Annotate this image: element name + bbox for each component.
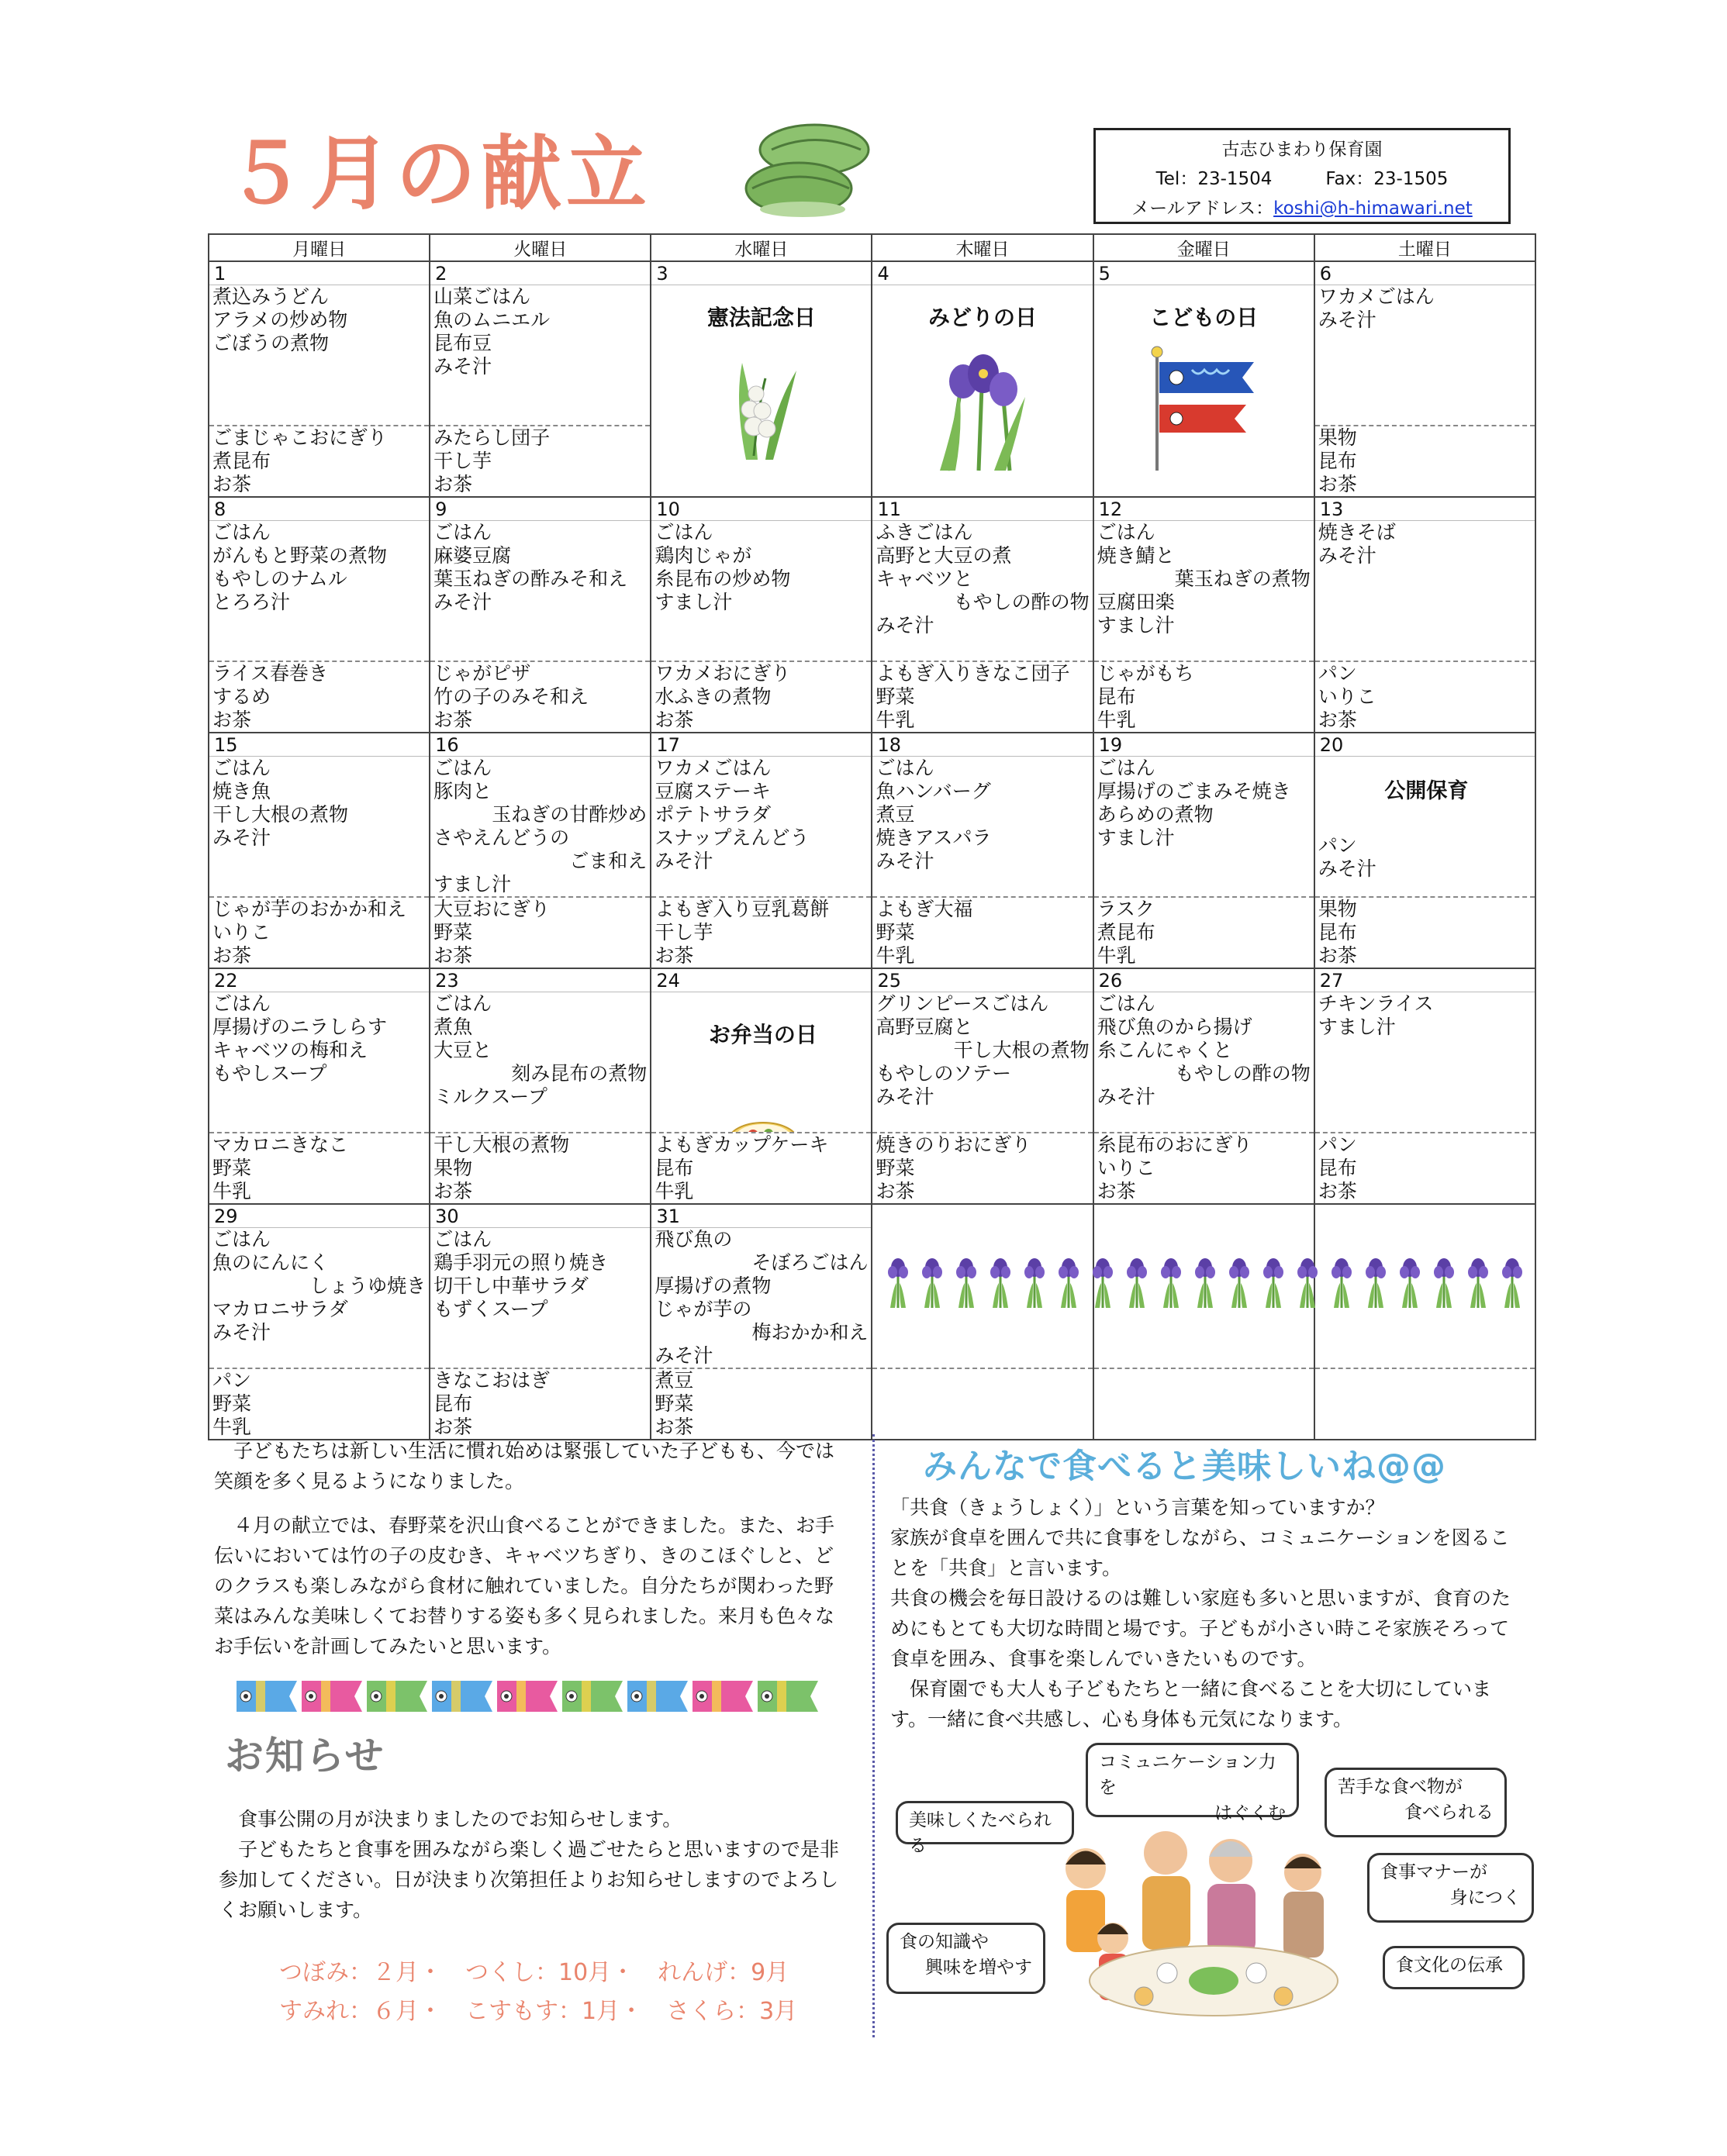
snack-menu: パン 野菜 牛乳: [212, 1369, 252, 1438]
day-number: 12: [1094, 498, 1314, 521]
day-number: 17: [651, 733, 871, 757]
koinobori-banner-icon: [237, 1675, 826, 1721]
snack-menu: じゃがもち 昆布 牛乳: [1097, 662, 1194, 731]
day-cell: [430, 968, 651, 1204]
empty-day-cell: [1314, 1204, 1535, 1440]
lunch-line: すまし汁: [433, 873, 512, 895]
lunch-menu: [430, 757, 650, 898]
holiday-label: みどりの日: [928, 305, 1038, 330]
lunch-menu: [651, 1228, 871, 1369]
day-cell: [651, 497, 872, 733]
snack-menu: パン いりこ お茶: [1318, 662, 1376, 731]
iris-flower-icon: [922, 1258, 942, 1308]
bubble-text: 興味を増やす: [925, 1958, 1032, 1978]
day-cell: [872, 261, 1093, 497]
day-cell: [872, 733, 1093, 968]
day-number: 15: [209, 733, 429, 757]
lunch-line: ごはん 魚のにんにく: [212, 1228, 330, 1274]
day-number: 19: [1094, 733, 1314, 757]
lunch-menu: ワカメごはん 豆腐ステーキ ポテトサラダ スナップえんどう みそ汁: [651, 757, 871, 898]
fish-streamer-icon: [432, 1681, 492, 1712]
iris-flower-icon: [1161, 1258, 1181, 1308]
lunch-line-right: 干し大根の煮物: [953, 1039, 1090, 1061]
page-title: ５月の献立: [225, 126, 652, 221]
fish-streamer-icon: [758, 1681, 818, 1712]
day-number: 1: [209, 262, 429, 285]
bubble-text: 食事マナーが: [1380, 1862, 1487, 1882]
snack-menu: パン 昆布 お茶: [1318, 1133, 1357, 1202]
speech-bubble: [896, 1801, 1074, 1856]
day-number: 16: [430, 733, 650, 757]
koinobori-icon: [1094, 343, 1314, 478]
lunch-menu: [209, 1228, 429, 1369]
iris-flower-icon: [1332, 1258, 1352, 1308]
lunch-menu: 焼きそば みそ汁: [1315, 521, 1535, 662]
snack-menu: みたらし団子 干し芋 お茶: [433, 426, 551, 495]
tel: Tel：23-1504: [1155, 169, 1273, 189]
lunch-line: 豆腐田楽 すまし汁: [1097, 591, 1175, 636]
iris-flower-icon: [1434, 1258, 1454, 1308]
day-number: 4: [872, 262, 1092, 285]
lunch-line: ごはん 豚肉と: [433, 757, 492, 802]
lunch-line-right: もやしの酢の物: [1174, 1062, 1311, 1085]
day-cell: [651, 733, 872, 968]
lunch-line-right: そぼろごはん: [751, 1251, 869, 1274]
phone-line: [1096, 164, 1508, 194]
intro-paragraph: 子どもたちは新しい生活に慣れ始めは緊張していた子どもも、今では笑顔を多く見るようになりました。: [214, 1440, 835, 1492]
fish-streamer-icon: [302, 1681, 362, 1712]
holiday-label: お弁当の日: [708, 1022, 817, 1047]
day-cell: [430, 261, 651, 497]
day-cell: [872, 497, 1093, 733]
snack-menu: 果物 昆布 お茶: [1318, 898, 1357, 967]
day-number: 2: [430, 262, 650, 285]
snack-menu: 干し大根の煮物 果物 お茶: [433, 1133, 570, 1202]
bubble-text: 美味しくたべられる: [909, 1810, 1052, 1856]
speech-bubble: [1325, 1768, 1507, 1837]
day-number: 13: [1315, 498, 1535, 521]
school-name: 古志ひまわり保育園: [1221, 140, 1383, 160]
day-cell: [1314, 261, 1535, 497]
iris-flower-icon: [1024, 1258, 1045, 1308]
lunch-line: もやしのソテー みそ汁: [876, 1062, 1011, 1108]
kyoshoku-heading: みんなで食べると美味しいね@@: [923, 1447, 1446, 1486]
day-number: 20: [1315, 733, 1535, 757]
lunch-line-right: ごま和え: [569, 850, 648, 872]
iris-flower-icon: [1127, 1258, 1147, 1308]
kyoshoku-paragraph: 「共食（きょうしょく）」という言葉を知っていますか？: [890, 1496, 1385, 1519]
iris-flower-icon: [1263, 1258, 1283, 1308]
kyoshoku-paragraph: 保育園でも大人も子どもたちと一緒に食べることを大切にしています。一緒に食べ共感し、心も身体も元気になります。: [890, 1678, 1492, 1730]
class-schedule-line: つぼみ：２月・ つくし：10月・ れんげ：9月: [279, 1959, 789, 1986]
day-number: 10: [651, 498, 871, 521]
iris-flower-icon: [956, 1258, 976, 1308]
iris-flower-icon: [888, 1258, 908, 1308]
snack-menu: 大豆おにぎり 野菜 お茶: [433, 898, 551, 967]
lunch-line: マカロニサラダ みそ汁: [212, 1298, 348, 1344]
day-cell: [1314, 733, 1535, 968]
lunch-line-right: もやしの酢の物: [953, 591, 1090, 613]
empty-day-cell: [1093, 1204, 1314, 1440]
day-number: 22: [209, 969, 429, 992]
iris-flower-icon: [1502, 1258, 1522, 1308]
day-number: 11: [872, 498, 1092, 521]
lunch-line-right: しょうゆ焼き: [309, 1275, 427, 1297]
week-row: [209, 261, 1535, 497]
bubble-text: はぐくむ: [1214, 1803, 1286, 1823]
lunch-menu: ごはん 鶏肉じゃが 糸昆布の炒め物 すまし汁: [651, 521, 871, 662]
lunch-menu: チキンライス すまし汁: [1315, 992, 1535, 1133]
day-cell: [872, 968, 1093, 1204]
snack-menu: よもぎ入り豆乳葛餅 干し芋 お茶: [655, 898, 830, 967]
bubble-text: 食文化の伝承: [1396, 1955, 1503, 1975]
iris-icon: [872, 343, 1092, 478]
kashiwa-mochi-icon: [741, 115, 876, 226]
weekday-mon: 月曜日: [209, 234, 430, 261]
bubble-text: コミュニケーション力を: [1099, 1752, 1276, 1798]
iris-border-decoration: [884, 1252, 1535, 1313]
week-row: [209, 497, 1535, 733]
lunch-menu: ごはん 焼き魚 干し大根の煮物 みそ汁: [209, 757, 429, 898]
snack-menu: ごまじゃこおにぎり 煮昆布 お茶: [212, 426, 388, 495]
fish-streamer-icon: [562, 1681, 623, 1712]
notice-text: [219, 1804, 847, 1925]
speech-bubble: [1367, 1853, 1534, 1923]
day-cell: [209, 1204, 430, 1440]
fish-streamer-icon: [497, 1681, 558, 1712]
fish-streamer-icon: [627, 1681, 688, 1712]
lunch-menu: ごはん がんもと野菜の煮物 もやしのナムル とろろ汁: [209, 521, 429, 662]
speech-bubble: [886, 1923, 1045, 1994]
lunch-text: パン みそ汁: [1318, 834, 1376, 880]
kyoshoku-text: [890, 1492, 1518, 1734]
fish-streamer-icon: [237, 1681, 297, 1712]
day-number: 8: [209, 498, 429, 521]
mail-label: メールアドレス：: [1131, 198, 1274, 219]
lunch-menu: [872, 992, 1092, 1133]
snack-menu: ワカメおにぎり 水ふきの煮物 お茶: [655, 662, 791, 731]
iris-flower-icon: [1059, 1258, 1079, 1308]
kyoshoku-paragraph: 共食の機会を毎日設けるのは難しい家庭も多いと思いますが、食育のためにもとても大切な時間と場です。子どもが小さい時こそ家族そろって食卓を囲み、食事を楽しんでいきたいものです。: [890, 1587, 1511, 1670]
lunch-menu: [430, 992, 650, 1133]
day-cell: [209, 968, 430, 1204]
lunch-line: さやえんどうの: [433, 826, 570, 849]
day-cell: [651, 261, 872, 497]
day-number: 5: [1094, 262, 1314, 285]
bubble-text: 食の知識や: [900, 1932, 989, 1952]
notice-paragraph: 食事公開の月が決まりましたのでお知らせします。: [238, 1808, 682, 1830]
iris-flower-icon: [1297, 1258, 1318, 1308]
lunch-menu: ごはん 麻婆豆腐 葉玉ねぎの酢みそ和え みそ汁: [430, 521, 650, 662]
bento-icon: [655, 1070, 871, 1133]
iris-flower-icon: [1400, 1258, 1420, 1308]
iris-flower-icon: [1229, 1258, 1249, 1308]
weekday-header-row: [209, 234, 1535, 261]
family-meal-illustration: [1051, 1814, 1345, 2034]
snack-menu: じゃがピザ 竹の子のみそ和え お茶: [433, 662, 589, 731]
lunch-menu: ごはん 鶏手羽元の照り焼き 切干し中華サラダ もずくスープ: [430, 1228, 650, 1369]
week-row: [209, 968, 1535, 1204]
iris-flower-icon: [1195, 1258, 1215, 1308]
notice-paragraph: 子どもたちと食事を囲みながら楽しく過ごせたらと思いますので是非参加してください。日が決まり次第担任よりお知らせしますのでよろしくお願いします。: [219, 1838, 840, 1921]
day-number: 23: [430, 969, 650, 992]
lunch-menu: [1094, 521, 1314, 662]
day-cell: [1093, 261, 1314, 497]
lunch-line-right: 玉ねぎの甘酢炒め: [492, 803, 648, 826]
snack-menu: 糸昆布のおにぎり いりこ お茶: [1097, 1133, 1252, 1202]
event-label: 公開保育: [1384, 779, 1469, 803]
snack-menu: 焼きのりおにぎり 野菜 お茶: [876, 1133, 1031, 1202]
day-cell: [1093, 497, 1314, 733]
day-cell: [651, 968, 872, 1204]
lunch-menu: [872, 521, 1092, 662]
fax: Fax：23-1505: [1325, 169, 1449, 189]
week-row: [209, 1204, 1535, 1440]
bubble-text: 身につく: [1449, 1888, 1521, 1908]
lunch-menu: ごはん 厚揚げのごまみそ焼き あらめの煮物 すまし汁: [1094, 757, 1314, 898]
day-cell: [430, 1204, 651, 1440]
week-row: [209, 733, 1535, 968]
snack-menu: よもぎカップケーキ 昆布 牛乳: [655, 1133, 829, 1202]
column-divider: [872, 1434, 875, 2037]
lunch-line: ふきごはん 高野と大豆の煮 キャベツと: [876, 521, 1012, 590]
day-cell: [1093, 733, 1314, 968]
day-number: 18: [872, 733, 1092, 757]
contact-box: [1093, 128, 1511, 224]
snack-menu: マカロニきなこ 野菜 牛乳: [212, 1133, 349, 1202]
lily-of-valley-icon: [651, 347, 871, 467]
lunch-menu: [1094, 992, 1314, 1133]
day-number: 31: [651, 1205, 871, 1228]
lunch-line-right: 梅おかか和え: [751, 1321, 869, 1344]
iris-flower-icon: [1468, 1258, 1488, 1308]
weekday-fri: 金曜日: [1093, 234, 1314, 261]
day-number: 24: [651, 969, 871, 992]
speech-bubble: [1383, 1946, 1525, 1989]
bubble-text: 食べられる: [1404, 1802, 1494, 1823]
lunch-line-right: 刻み昆布の煮物: [511, 1062, 648, 1085]
snack-menu: よもぎ入りきなこ団子 野菜 牛乳: [876, 662, 1070, 731]
fish-streamer-icon: [693, 1681, 753, 1712]
day-number: 9: [430, 498, 650, 521]
empty-day-cell: [872, 1204, 1093, 1440]
lunch-menu: [651, 992, 871, 1133]
lunch-line: みそ汁: [655, 1344, 713, 1367]
intro-paragraph: ４月の献立では、春野菜を沢山食べることができました。また、お手伝いにおいては竹の子の皮むき、キャベツちぎり、きのこほぐしと、どのクラスも楽しみながら食材に触れていました。自分たちが関わった野菜はみんな美味しくてお替りする姿も多く見られました。来月も色々なお手伝いを計画してみたいと思います。: [214, 1514, 835, 1658]
day-cell: [430, 497, 651, 733]
snack-menu: じゃが芋のおかか和え いりこ お茶: [212, 898, 407, 967]
day-number: 3: [651, 262, 871, 285]
weekday-sat: 土曜日: [1314, 234, 1535, 261]
lunch-line-right: 葉玉ねぎの煮物: [1174, 567, 1311, 590]
day-number: 6: [1315, 262, 1535, 285]
lunch-line: ごはん 焼き鯖と: [1097, 521, 1175, 567]
class-schedule-line: すみれ：６月・ こすもす：1月・ さくら：3月: [279, 1998, 798, 2025]
snack-menu: ライス春巻き するめ お茶: [212, 662, 329, 731]
fish-streamer-icon: [367, 1681, 427, 1712]
day-number: 30: [430, 1205, 650, 1228]
speech-bubble: [1086, 1743, 1299, 1823]
mail-line: [1096, 194, 1508, 223]
lunch-line: ごはん 飛び魚のから揚げ 糸こんにゃくと: [1097, 992, 1252, 1061]
lunch-line: グリンピースごはん 高野豆腐と: [876, 992, 1049, 1038]
day-cell: [209, 497, 430, 733]
weekday-thu: 木曜日: [872, 234, 1093, 261]
lunch-menu: ごはん 厚揚げのニラしらす キャベツの梅和え もやしスープ: [209, 992, 429, 1133]
holiday-label: 憲法記念日: [706, 305, 816, 330]
day-cell: [1314, 497, 1535, 733]
lunch-menu: 山菜ごはん 魚のムニエル 昆布豆 みそ汁: [430, 285, 650, 426]
class-schedule: [279, 1954, 822, 2031]
lunch-line: みそ汁: [1097, 1085, 1155, 1108]
kyoshoku-paragraph: 家族が食卓を囲んで共に食事をしながら、コミュニケーションを図ることを「共食」と言います。: [890, 1526, 1510, 1579]
lunch-menu: [1315, 757, 1535, 898]
iris-flower-icon: [1366, 1258, 1386, 1308]
lunch-menu: ごはん 魚ハンバーグ 煮豆 焼きアスパラ みそ汁: [872, 757, 1092, 898]
bubble-text: 苦手な食べ物が: [1338, 1777, 1463, 1797]
mail-link[interactable]: koshi@h-himawari.net: [1273, 198, 1473, 219]
lunch-line: ミルクスープ: [433, 1085, 547, 1108]
lunch-menu: 煮込みうどん アラメの炒め物 ごぼうの煮物: [209, 285, 429, 426]
weekday-tue: 火曜日: [430, 234, 651, 261]
lunch-line: みそ汁: [876, 614, 934, 636]
day-number: 26: [1094, 969, 1314, 992]
lunch-line: 厚揚げの煮物 じゃが芋の: [655, 1275, 772, 1320]
day-cell: [209, 733, 430, 968]
day-number: 29: [209, 1205, 429, 1228]
holiday-label: こどもの日: [1149, 305, 1259, 330]
lunch-line: ごはん 煮魚 大豆と: [433, 992, 492, 1061]
day-cell: [651, 1204, 872, 1440]
iris-flower-icon: [1093, 1258, 1113, 1308]
day-cell: [430, 733, 651, 968]
day-cell: [1314, 968, 1535, 1204]
iris-flower-icon: [990, 1258, 1010, 1308]
notice-heading: お知らせ: [225, 1733, 385, 1778]
snack-menu: 煮豆 野菜 お茶: [655, 1369, 694, 1438]
lunch-menu: ワカメごはん みそ汁: [1315, 285, 1535, 426]
day-cell: [1093, 968, 1314, 1204]
day-number: 25: [872, 969, 1092, 992]
snack-menu: きなこおはぎ 昆布 お茶: [433, 1369, 551, 1438]
day-number: 27: [1315, 969, 1535, 992]
day-cell: [209, 261, 430, 497]
snack-menu: ラスク 煮昆布 牛乳: [1097, 898, 1155, 967]
snack-menu: 果物 昆布 お茶: [1318, 426, 1357, 495]
intro-text: [214, 1436, 842, 1675]
snack-menu: よもぎ大福 野菜 牛乳: [876, 898, 973, 967]
weekday-wed: 水曜日: [651, 234, 872, 261]
lunch-line: 飛び魚の: [655, 1228, 733, 1250]
